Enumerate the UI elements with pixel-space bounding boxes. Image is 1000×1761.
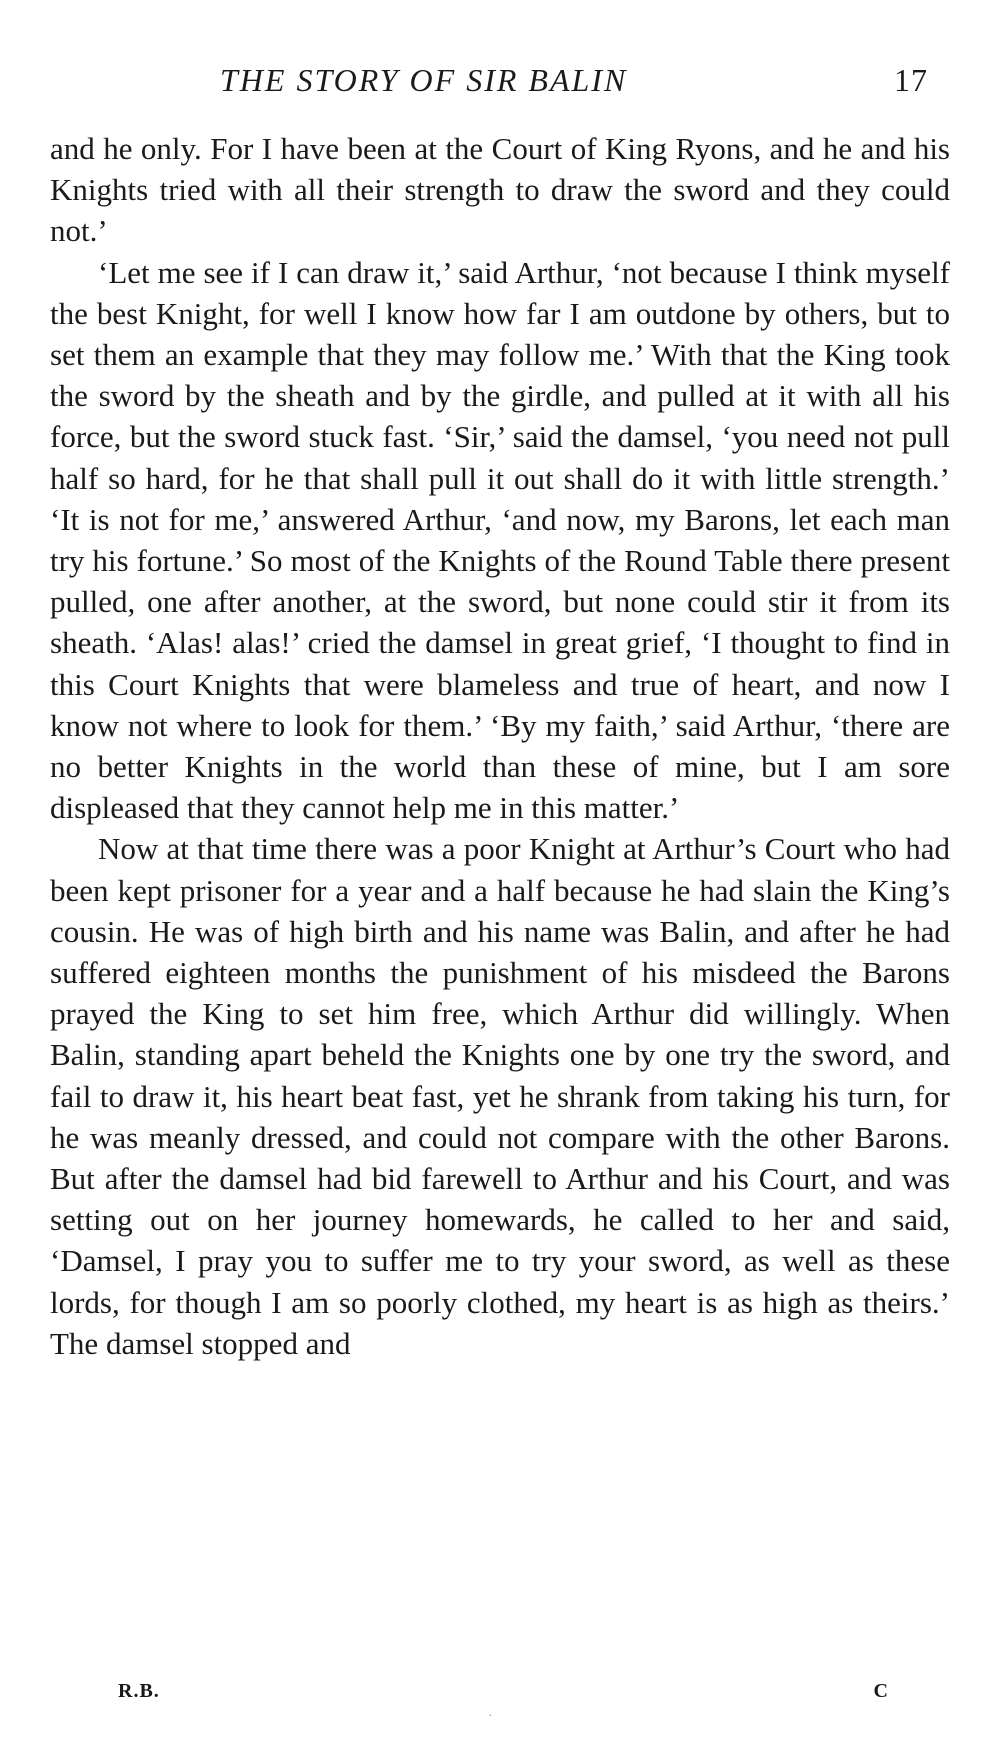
page-footer [50,1680,950,1710]
paragraph-balin-introduced: Now at that time there was a poor Knight at Arthur’s Court who had been kept prisoner for a year and a half because he had slain the King’s cousin. He was of high birth and his name was Balin, and after he had suffered eighteen months the punishment of his misdeed the Barons prayed the King to set him free, which Arthur did willingly. When Balin, standing apart beheld the Knights one by one try the sword, and fail to draw it, his heart beat fast, yet he shrank from taking his turn, for he was meanly dressed, and could not compare with the other Barons. But after the damsel had bid farewell to Arthur and his Court, and was setting out on her journey homewards, he called to her and said, ‘Damsel, I pray you to suffer me to try your sword, as well as these lords, for though I am so poorly clothed, my heart is as high as theirs.’ The damsel stopped and [50,831,950,1361]
paper-speck-mark: · [488,1709,493,1724]
body-text [50,128,950,1364]
paragraph-continuation: and he only. For I have been at the Court of King Ryons, and he and his Knights tried with all their strength to draw the sword and they could not.’ [50,131,950,249]
book-page [50,60,950,1740]
running-head [50,60,950,110]
page-number: 17 [894,62,928,98]
running-title: THE STORY OF SIR BALIN [220,62,628,98]
signature-letter: C [873,1680,888,1702]
paragraph-arthur-tries-sword: ‘Let me see if I can draw it,’ said Arthur, ‘not because I think myself the best Knight, for well I know how far I am outdone by others, but to set them an example that they may follow me.’ With that the King took the sword by the sheath and by the girdle, and pulled at it with all his force, but the sword stuck fast. ‘Sir,’ said the damsel, ‘you need not pull half so hard, for he that shall pull it out shall do it with little strength.’ ‘It is not for me,’ answered Arthur, ‘and now, my Barons, let each man try his fortune.’ So most of the Knights of the Round Table there present pulled, one after another, at the sword, but none could stir it from its sheath. ‘Alas! alas!’ cried the damsel in great grief, ‘I thought to find in this Court Knights that were blameless and true of heart, and now I know not where to look for them.’ ‘By my faith,’ said Arthur, ‘there are no better Knights in the world than these of mine, but I am sore displeased that they cannot help me in this matter.’ [50,254,950,826]
printer-signature: R.B. [118,1680,160,1702]
